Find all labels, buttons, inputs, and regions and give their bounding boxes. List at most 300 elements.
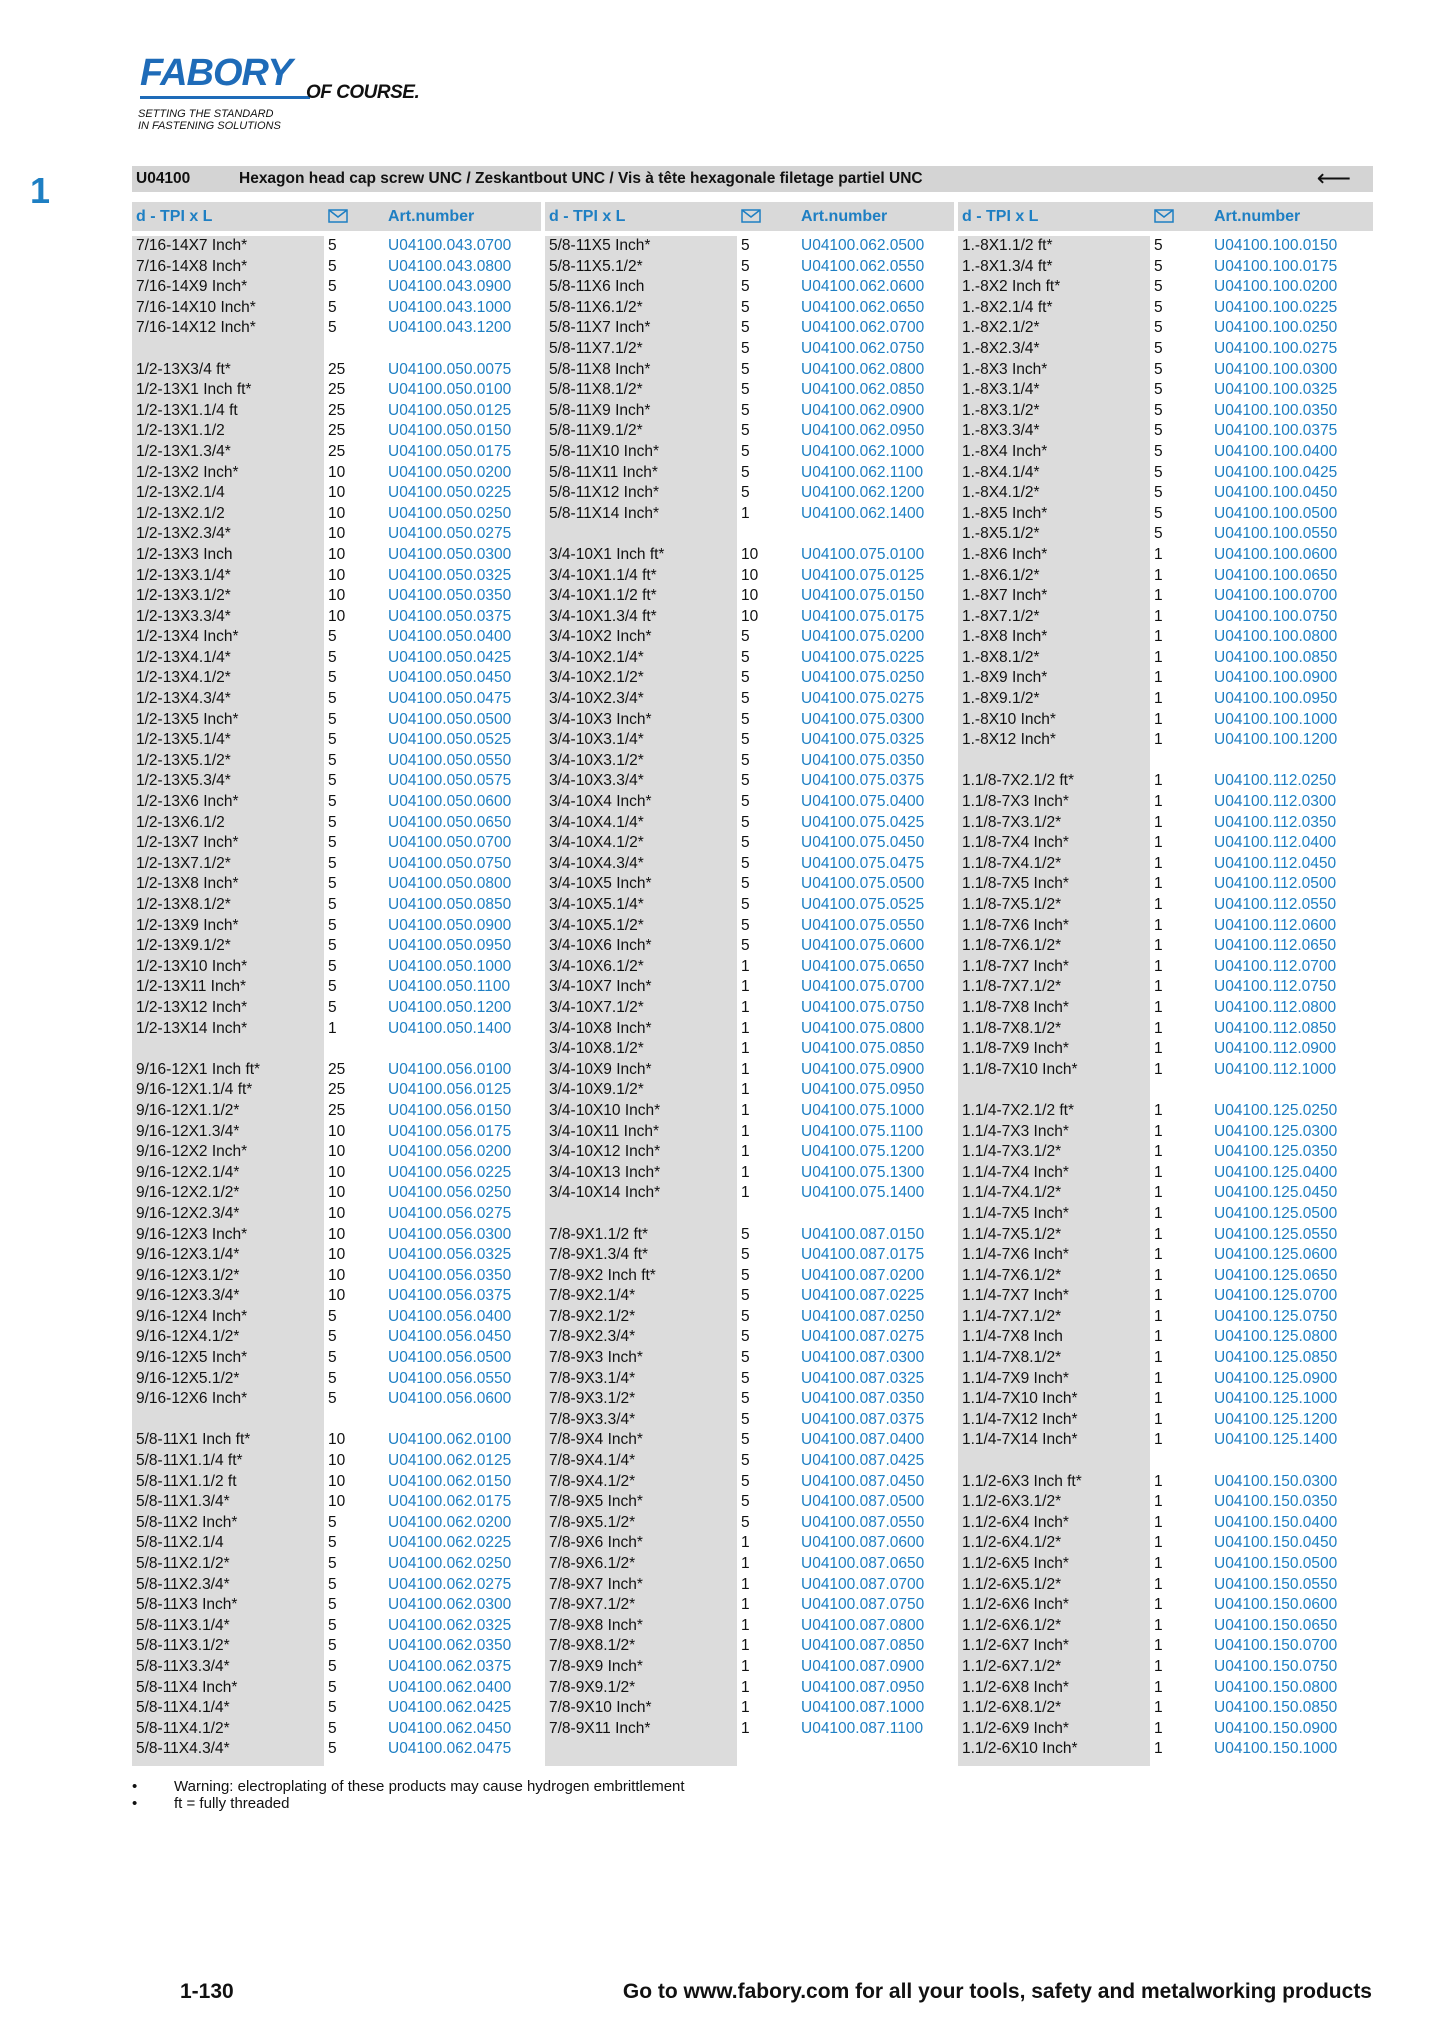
art-number-cell[interactable]: U04100.150.0300 bbox=[1214, 1472, 1338, 1490]
art-number-cell[interactable]: U04100.087.0400 bbox=[801, 1431, 925, 1449]
size-cell: 5/8-11X14 Inch* bbox=[549, 504, 660, 522]
art-number-cell[interactable]: U04100.150.1000 bbox=[1214, 1740, 1338, 1758]
pack-qty-cell: 1 bbox=[1154, 916, 1163, 934]
art-number-cell[interactable]: U04100.075.1100 bbox=[801, 1122, 924, 1140]
art-number-cell[interactable]: U04100.075.0600 bbox=[801, 937, 925, 955]
art-number-cell[interactable]: U04100.050.0575 bbox=[388, 772, 512, 790]
art-number-cell[interactable]: U04100.100.0225 bbox=[1214, 298, 1338, 316]
pack-qty-cell: 5 bbox=[741, 751, 750, 769]
art-number-cell[interactable]: U04100.075.0250 bbox=[801, 669, 925, 687]
size-cell: 5/8-11X2 Inch* bbox=[136, 1513, 238, 1531]
art-number-cell[interactable]: U04100.075.0200 bbox=[801, 628, 925, 646]
art-number-cell[interactable]: U04100.062.1200 bbox=[801, 484, 925, 502]
pack-qty-cell: 5 bbox=[1154, 463, 1163, 481]
pack-qty-cell: 5 bbox=[328, 813, 337, 831]
art-number-cell[interactable]: U04100.056.0450 bbox=[388, 1328, 512, 1346]
art-number-cell[interactable]: U04100.100.0500 bbox=[1214, 504, 1338, 522]
art-number-cell[interactable]: U04100.050.0750 bbox=[388, 854, 512, 872]
art-number-cell[interactable]: U04100.062.0250 bbox=[388, 1555, 512, 1572]
table-row bbox=[132, 1575, 541, 1596]
art-number-cell[interactable]: U04100.050.0250 bbox=[388, 504, 512, 522]
art-number-cell[interactable]: U04100.062.0550 bbox=[801, 257, 925, 275]
table-row bbox=[958, 1019, 1373, 1040]
art-number-cell[interactable]: U04100.050.0550 bbox=[388, 751, 512, 769]
art-number-cell[interactable]: U04100.056.0300 bbox=[388, 1225, 512, 1243]
table-row bbox=[545, 339, 954, 360]
art-number-cell[interactable]: U04100.125.0650 bbox=[1214, 1266, 1338, 1284]
art-number-cell[interactable]: U04100.062.0325 bbox=[388, 1616, 512, 1634]
art-number-cell[interactable]: U04100.062.0375 bbox=[388, 1657, 512, 1675]
art-number-cell[interactable]: U04100.150.0650 bbox=[1214, 1616, 1338, 1634]
art-number-cell[interactable]: U04100.062.0900 bbox=[801, 401, 925, 419]
pack-qty-cell: 5 bbox=[328, 257, 337, 275]
art-number-cell[interactable]: U04100.087.0300 bbox=[801, 1349, 925, 1367]
art-number-cell[interactable]: U04100.087.1100 bbox=[801, 1719, 924, 1737]
size-cell: 1/2-13X6 Inch* bbox=[136, 793, 239, 811]
art-number-cell[interactable]: U04100.050.0525 bbox=[388, 731, 512, 749]
art-number-cell[interactable]: U04100.087.0425 bbox=[801, 1452, 925, 1470]
art-number-cell[interactable]: U04100.050.0950 bbox=[388, 937, 512, 955]
art-number-cell[interactable]: U04100.050.0900 bbox=[388, 916, 512, 934]
art-number-cell[interactable]: U04100.050.0350 bbox=[388, 587, 512, 605]
table-row bbox=[958, 1430, 1373, 1451]
table-row bbox=[545, 1513, 954, 1534]
art-number-cell[interactable]: U04100.050.0450 bbox=[388, 669, 512, 687]
art-number-cell[interactable]: U04100.056.0550 bbox=[388, 1369, 512, 1387]
art-number-cell[interactable]: U04100.062.0300 bbox=[388, 1596, 512, 1614]
art-number-cell[interactable]: U04100.050.0700 bbox=[388, 834, 512, 852]
table-row bbox=[132, 1204, 541, 1225]
art-number-cell[interactable]: U04100.150.0400 bbox=[1214, 1513, 1338, 1531]
art-number-cell[interactable]: U04100.075.0550 bbox=[801, 916, 925, 934]
table-row bbox=[958, 730, 1373, 751]
size-cell: 1/2-13X5.3/4* bbox=[136, 772, 231, 790]
art-number-cell[interactable]: U04100.112.0550 bbox=[1214, 896, 1337, 913]
art-number-cell[interactable]: U04100.062.0150 bbox=[388, 1472, 512, 1490]
art-number-cell[interactable]: U04100.062.0125 bbox=[388, 1452, 512, 1470]
art-number-cell[interactable]: U04100.087.0600 bbox=[801, 1534, 925, 1552]
art-number-cell[interactable]: U04100.087.0225 bbox=[801, 1287, 925, 1305]
table-row bbox=[132, 1410, 541, 1431]
art-number-cell[interactable]: U04100.050.0400 bbox=[388, 628, 512, 646]
art-number-cell[interactable]: U04100.050.0275 bbox=[388, 525, 512, 543]
art-number-cell[interactable]: U04100.100.0750 bbox=[1214, 607, 1338, 625]
art-number-cell[interactable]: U04100.050.0075 bbox=[388, 360, 512, 378]
art-number-cell[interactable]: U04100.075.1200 bbox=[801, 1143, 925, 1161]
art-number-cell[interactable]: U04100.056.0125 bbox=[388, 1081, 512, 1099]
art-number-cell[interactable]: U04100.056.0150 bbox=[388, 1101, 512, 1119]
envelope-icon bbox=[1154, 209, 1174, 223]
art-number-cell[interactable]: U04100.112.0250 bbox=[1214, 772, 1337, 790]
art-number-cell[interactable]: U04100.125.1000 bbox=[1214, 1390, 1338, 1408]
art-number-cell[interactable]: U04100.125.0300 bbox=[1214, 1122, 1338, 1140]
art-number-cell[interactable]: U04100.050.0850 bbox=[388, 896, 512, 913]
size-cell: 7/8-9X4.1/4* bbox=[549, 1452, 636, 1470]
art-number-cell[interactable]: U04100.075.0100 bbox=[801, 545, 925, 563]
table-row bbox=[958, 1348, 1373, 1369]
art-number-cell[interactable]: U04100.112.0500 bbox=[1214, 875, 1337, 893]
art-number-cell[interactable]: U04100.043.0700 bbox=[388, 237, 512, 254]
art-number-cell[interactable]: U04100.125.0550 bbox=[1214, 1225, 1338, 1243]
art-number-cell[interactable]: U04100.075.0950 bbox=[801, 1081, 925, 1099]
logo-slogan: OF COURSE. bbox=[306, 82, 420, 103]
pack-qty-cell: 1 bbox=[1154, 1163, 1163, 1181]
art-number-cell[interactable]: U04100.062.0425 bbox=[388, 1699, 512, 1717]
art-number-cell[interactable]: U04100.125.0350 bbox=[1214, 1143, 1338, 1161]
table-row bbox=[132, 1719, 541, 1740]
art-number-cell[interactable]: U04100.075.0300 bbox=[801, 710, 925, 728]
pack-qty-cell: 5 bbox=[328, 1637, 337, 1655]
pack-qty-cell: 5 bbox=[741, 854, 750, 872]
art-number-cell[interactable]: U04100.100.0450 bbox=[1214, 484, 1338, 502]
size-cell: 1/2-13X9 Inch* bbox=[136, 916, 239, 934]
art-number-cell[interactable]: U04100.062.0500 bbox=[801, 237, 925, 254]
pack-qty-cell: 5 bbox=[328, 1390, 337, 1408]
art-number-cell[interactable]: U04100.125.0450 bbox=[1214, 1184, 1338, 1202]
pack-qty-cell: 5 bbox=[1154, 360, 1163, 378]
art-number-cell[interactable]: U04100.112.0800 bbox=[1214, 998, 1337, 1016]
art-number-cell[interactable]: U04100.050.1100 bbox=[388, 978, 511, 996]
art-number-cell[interactable]: U04100.150.0350 bbox=[1214, 1493, 1338, 1511]
pack-qty-cell: 5 bbox=[741, 896, 750, 913]
art-number-cell[interactable]: U04100.150.0900 bbox=[1214, 1719, 1338, 1737]
art-number-cell[interactable]: U04100.100.0175 bbox=[1214, 257, 1338, 275]
table-row bbox=[545, 1636, 954, 1657]
art-number-cell[interactable]: U04100.062.1400 bbox=[801, 504, 925, 522]
art-number-cell[interactable]: U04100.100.0400 bbox=[1214, 442, 1338, 460]
art-number-cell[interactable]: U04100.125.0700 bbox=[1214, 1287, 1338, 1305]
art-number-cell[interactable]: U04100.087.0200 bbox=[801, 1266, 925, 1284]
art-number-cell[interactable]: U04100.100.0200 bbox=[1214, 278, 1338, 296]
art-number-cell[interactable]: U04100.087.0250 bbox=[801, 1307, 925, 1325]
art-number-cell[interactable]: U04100.056.0250 bbox=[388, 1184, 512, 1202]
art-number-cell[interactable]: U04100.050.0800 bbox=[388, 875, 512, 893]
art-number-cell[interactable]: U04100.100.0600 bbox=[1214, 545, 1338, 563]
back-arrow-icon[interactable]: ⟵ bbox=[1316, 165, 1351, 192]
art-number-cell[interactable]: U04100.087.0325 bbox=[801, 1369, 925, 1387]
art-number-cell[interactable]: U04100.075.1300 bbox=[801, 1163, 925, 1181]
art-number-cell[interactable]: U04100.087.0850 bbox=[801, 1637, 925, 1655]
art-number-cell[interactable]: U04100.100.0650 bbox=[1214, 566, 1338, 584]
art-number-cell[interactable]: U04100.112.0600 bbox=[1214, 916, 1337, 934]
art-number-cell[interactable]: U04100.062.0200 bbox=[388, 1513, 512, 1531]
art-number-cell[interactable]: U04100.075.0125 bbox=[801, 566, 925, 584]
art-number-cell[interactable]: U04100.050.0200 bbox=[388, 463, 512, 481]
art-number-cell[interactable]: U04100.075.0700 bbox=[801, 978, 925, 996]
table-column-1 bbox=[132, 236, 541, 1760]
art-number-cell[interactable]: U04100.125.0850 bbox=[1214, 1349, 1338, 1367]
art-number-cell[interactable]: U04100.062.0950 bbox=[801, 422, 925, 440]
art-number-cell[interactable]: U04100.075.0450 bbox=[801, 834, 925, 852]
art-number-cell[interactable]: U04100.150.0500 bbox=[1214, 1555, 1338, 1572]
size-cell: 1.1/4-7X3 Inch* bbox=[962, 1122, 1069, 1140]
art-number-cell[interactable]: U04100.112.0700 bbox=[1214, 957, 1337, 975]
art-number-cell[interactable]: U04100.112.1000 bbox=[1214, 1060, 1337, 1078]
art-number-cell[interactable]: U04100.050.0650 bbox=[388, 813, 512, 831]
art-number-cell[interactable]: U04100.100.0550 bbox=[1214, 525, 1338, 543]
art-number-cell[interactable]: U04100.087.0150 bbox=[801, 1225, 925, 1243]
size-cell: 1.-8X5.1/2* bbox=[962, 525, 1040, 543]
art-number-cell[interactable]: U04100.087.0900 bbox=[801, 1657, 925, 1675]
footnote-warning: • Warning: electroplating of these products may cause hydrogen embrittlement bbox=[132, 1778, 685, 1795]
art-number-cell[interactable]: U04100.075.0175 bbox=[801, 607, 925, 625]
art-number-cell[interactable]: U04100.087.0450 bbox=[801, 1472, 925, 1490]
pack-qty-cell: 5 bbox=[741, 1513, 750, 1531]
art-number-cell[interactable]: U04100.043.0800 bbox=[388, 257, 512, 275]
pack-qty-cell: 10 bbox=[741, 545, 759, 563]
table-row bbox=[545, 792, 954, 813]
table-row bbox=[958, 524, 1373, 545]
art-number-cell[interactable]: U04100.087.0950 bbox=[801, 1678, 925, 1696]
table-row bbox=[132, 463, 541, 484]
art-number-cell[interactable]: U04100.125.1400 bbox=[1214, 1431, 1338, 1449]
art-number-cell[interactable]: U04100.075.1000 bbox=[801, 1101, 925, 1119]
art-number-cell[interactable]: U04100.087.0275 bbox=[801, 1328, 925, 1346]
art-number-cell[interactable]: U04100.087.0750 bbox=[801, 1596, 925, 1614]
art-number-cell[interactable]: U04100.062.0275 bbox=[388, 1575, 512, 1593]
table-row bbox=[958, 1245, 1373, 1266]
art-number-cell[interactable]: U04100.050.0475 bbox=[388, 690, 512, 708]
size-cell: 1/2-13X9.1/2* bbox=[136, 937, 231, 955]
art-number-cell[interactable]: U04100.050.0225 bbox=[388, 484, 512, 502]
art-number-cell[interactable]: U04100.062.0450 bbox=[388, 1719, 512, 1737]
art-number-cell[interactable]: U04100.112.0850 bbox=[1214, 1019, 1337, 1037]
art-number-cell[interactable]: U04100.062.0650 bbox=[801, 298, 925, 316]
art-number-cell[interactable]: U04100.075.0525 bbox=[801, 896, 925, 913]
table-row bbox=[958, 1719, 1373, 1740]
logo-tagline bbox=[138, 108, 281, 132]
pack-qty-cell: 5 bbox=[741, 1493, 750, 1511]
art-number-cell[interactable]: U04100.056.0175 bbox=[388, 1122, 512, 1140]
table-row bbox=[545, 895, 954, 916]
pack-qty-cell: 5 bbox=[328, 319, 337, 337]
art-number-cell[interactable]: U04100.125.1200 bbox=[1214, 1410, 1338, 1428]
pack-qty-cell: 5 bbox=[328, 772, 337, 790]
art-number-cell[interactable]: U04100.112.0650 bbox=[1214, 937, 1337, 955]
art-number-cell[interactable]: U04100.125.0500 bbox=[1214, 1204, 1338, 1222]
pack-qty-cell: 5 bbox=[741, 690, 750, 708]
art-number-cell[interactable]: U04100.050.0175 bbox=[388, 442, 512, 460]
pack-qty-cell: 5 bbox=[328, 1657, 337, 1675]
art-number-cell[interactable]: U04100.062.1100 bbox=[801, 463, 924, 481]
art-number-cell[interactable]: U04100.150.0600 bbox=[1214, 1596, 1338, 1614]
table-row bbox=[958, 483, 1373, 504]
pack-qty-cell: 5 bbox=[328, 937, 337, 955]
table-row bbox=[132, 1739, 541, 1760]
art-number-cell[interactable]: U04100.112.0900 bbox=[1214, 1040, 1337, 1058]
art-number-cell[interactable]: U04100.056.0325 bbox=[388, 1246, 512, 1264]
art-number-cell[interactable]: U04100.087.0350 bbox=[801, 1390, 925, 1408]
art-number-cell[interactable]: U04100.112.0300 bbox=[1214, 793, 1337, 811]
art-number-cell[interactable]: U04100.087.0650 bbox=[801, 1555, 925, 1572]
table-row bbox=[545, 1245, 954, 1266]
art-number-cell[interactable]: U04100.100.0300 bbox=[1214, 360, 1338, 378]
table-row bbox=[132, 1266, 541, 1287]
size-cell: 1.1/8-7X4.1/2* bbox=[962, 854, 1062, 872]
size-cell: 9/16-12X2.3/4* bbox=[136, 1204, 240, 1222]
art-number-cell[interactable]: U04100.150.0550 bbox=[1214, 1575, 1338, 1593]
art-number-cell[interactable]: U04100.087.1000 bbox=[801, 1699, 925, 1717]
art-number-cell[interactable]: U04100.075.0475 bbox=[801, 854, 925, 872]
table-row bbox=[132, 1327, 541, 1348]
art-number-cell[interactable]: U04100.062.0800 bbox=[801, 360, 925, 378]
size-cell: 1.1/8-7X5 Inch* bbox=[962, 875, 1069, 893]
pack-qty-cell: 1 bbox=[1154, 566, 1163, 584]
size-cell: 1/2-13X3.1/2* bbox=[136, 587, 231, 605]
table-row bbox=[958, 277, 1373, 298]
size-cell: 1.-8X3.3/4* bbox=[962, 422, 1040, 440]
art-number-cell[interactable]: U04100.075.0150 bbox=[801, 587, 925, 605]
art-number-cell[interactable]: U04100.125.0250 bbox=[1214, 1101, 1338, 1119]
art-number-cell[interactable]: U04100.087.0800 bbox=[801, 1616, 925, 1634]
art-number-cell[interactable]: U04100.087.0175 bbox=[801, 1246, 925, 1264]
size-cell: 1.-8X3 Inch* bbox=[962, 360, 1048, 378]
art-number-cell[interactable]: U04100.150.0850 bbox=[1214, 1699, 1338, 1717]
art-number-cell[interactable]: U04100.056.0500 bbox=[388, 1349, 512, 1367]
art-number-cell[interactable]: U04100.050.0300 bbox=[388, 545, 512, 563]
art-number-cell[interactable]: U04100.100.0350 bbox=[1214, 401, 1338, 419]
art-number-cell[interactable]: U04100.125.0750 bbox=[1214, 1307, 1338, 1325]
art-number-cell[interactable]: U04100.100.0150 bbox=[1214, 237, 1338, 254]
art-number-cell[interactable]: U04100.100.0900 bbox=[1214, 669, 1338, 687]
art-number-cell[interactable]: U04100.100.0375 bbox=[1214, 422, 1338, 440]
pack-qty-cell: 5 bbox=[328, 278, 337, 296]
art-number-cell[interactable]: U04100.075.0500 bbox=[801, 875, 925, 893]
art-number-cell[interactable]: U04100.100.0700 bbox=[1214, 587, 1338, 605]
art-number-cell[interactable]: U04100.056.0400 bbox=[388, 1307, 512, 1325]
size-cell: 1.-8X3.1/2* bbox=[962, 401, 1040, 419]
art-number-cell[interactable]: U04100.100.0275 bbox=[1214, 339, 1338, 357]
art-number-cell[interactable]: U04100.087.0500 bbox=[801, 1493, 925, 1511]
pack-qty-cell: 1 bbox=[1154, 1637, 1163, 1655]
art-number-cell[interactable]: U04100.125.0400 bbox=[1214, 1163, 1338, 1181]
size-cell: 7/8-9X7 Inch* bbox=[549, 1575, 643, 1593]
art-number-cell[interactable]: U04100.075.0350 bbox=[801, 751, 925, 769]
size-cell: 9/16-12X3.1/2* bbox=[136, 1266, 240, 1284]
art-number-cell[interactable]: U04100.075.0425 bbox=[801, 813, 925, 831]
art-number-cell[interactable]: U04100.050.0325 bbox=[388, 566, 512, 584]
art-number-cell[interactable]: U04100.062.0400 bbox=[388, 1678, 512, 1696]
art-number-cell[interactable]: U04100.125.0800 bbox=[1214, 1328, 1338, 1346]
art-number-cell[interactable]: U04100.150.0450 bbox=[1214, 1534, 1338, 1552]
art-number-cell[interactable]: U04100.087.0375 bbox=[801, 1410, 925, 1428]
art-number-cell[interactable]: U04100.100.0950 bbox=[1214, 690, 1338, 708]
art-number-cell[interactable]: U04100.075.0275 bbox=[801, 690, 925, 708]
art-number-cell[interactable]: U04100.062.1000 bbox=[801, 442, 925, 460]
art-number-cell[interactable]: U04100.125.0600 bbox=[1214, 1246, 1338, 1264]
art-number-cell[interactable]: U04100.150.0700 bbox=[1214, 1637, 1338, 1655]
art-number-cell[interactable]: U04100.112.0750 bbox=[1214, 978, 1337, 996]
size-cell: 5/8-11X6.1/2* bbox=[549, 298, 643, 316]
art-number-cell[interactable]: U04100.100.0850 bbox=[1214, 648, 1338, 666]
art-number-cell[interactable]: U04100.075.0900 bbox=[801, 1060, 925, 1078]
art-number-cell[interactable]: U04100.050.0125 bbox=[388, 401, 512, 419]
art-number-cell[interactable]: U04100.075.0650 bbox=[801, 957, 925, 975]
art-number-cell[interactable]: U04100.050.0375 bbox=[388, 607, 512, 625]
art-number-cell[interactable]: U04100.062.0100 bbox=[388, 1431, 512, 1449]
pack-qty-cell: 5 bbox=[1154, 298, 1163, 316]
art-number-cell[interactable]: U04100.056.0350 bbox=[388, 1266, 512, 1284]
art-number-cell[interactable]: U04100.062.0700 bbox=[801, 319, 925, 337]
art-number-cell[interactable]: U04100.043.1000 bbox=[388, 298, 512, 316]
art-number-cell[interactable]: U04100.062.0475 bbox=[388, 1740, 512, 1758]
art-number-cell[interactable]: U04100.050.0425 bbox=[388, 648, 512, 666]
art-number-cell[interactable]: U04100.050.0100 bbox=[388, 381, 512, 399]
art-number-cell[interactable]: U04100.062.0750 bbox=[801, 339, 925, 357]
art-number-cell[interactable]: U04100.112.0450 bbox=[1214, 854, 1337, 872]
art-number-cell[interactable]: U04100.050.0600 bbox=[388, 793, 512, 811]
table-row bbox=[132, 792, 541, 813]
footnote-ft: • ft = fully threaded bbox=[132, 1795, 685, 1812]
art-number-cell[interactable]: U04100.087.0550 bbox=[801, 1513, 925, 1531]
art-number-cell[interactable]: U04100.125.0900 bbox=[1214, 1369, 1338, 1387]
art-number-cell[interactable]: U04100.043.1200 bbox=[388, 319, 512, 337]
art-number-cell[interactable]: U04100.112.0350 bbox=[1214, 813, 1337, 831]
table-row bbox=[545, 1163, 954, 1184]
size-cell: 7/16-14X7 Inch* bbox=[136, 237, 248, 254]
art-number-cell[interactable]: U04100.075.0850 bbox=[801, 1040, 925, 1058]
art-number-cell[interactable]: U04100.062.0350 bbox=[388, 1637, 512, 1655]
art-number-cell[interactable]: U04100.050.1200 bbox=[388, 998, 512, 1016]
pack-qty-cell: 5 bbox=[741, 257, 750, 275]
art-number-cell[interactable]: U04100.075.0400 bbox=[801, 793, 925, 811]
art-number-cell[interactable]: U04100.075.0750 bbox=[801, 998, 925, 1016]
art-number-cell[interactable]: U04100.062.0600 bbox=[801, 278, 925, 296]
art-number-cell[interactable]: U04100.100.1000 bbox=[1214, 710, 1338, 728]
art-number-cell[interactable]: U04100.075.0375 bbox=[801, 772, 925, 790]
pack-qty-cell: 1 bbox=[1154, 1719, 1163, 1737]
pack-qty-cell: 1 bbox=[1154, 1307, 1163, 1325]
table-row bbox=[958, 566, 1373, 587]
art-number-cell[interactable]: U04100.056.0225 bbox=[388, 1163, 512, 1181]
art-number-cell[interactable]: U04100.150.0800 bbox=[1214, 1678, 1338, 1696]
art-number-cell[interactable]: U04100.062.0850 bbox=[801, 381, 925, 399]
size-cell: 5/8-11X3.3/4* bbox=[136, 1657, 230, 1675]
pack-qty-cell: 1 bbox=[328, 1019, 337, 1037]
art-number-cell[interactable]: U04100.112.0400 bbox=[1214, 834, 1337, 852]
table-row bbox=[132, 1472, 541, 1493]
art-number-cell[interactable]: U04100.050.0150 bbox=[388, 422, 512, 440]
art-number-cell[interactable]: U04100.056.0375 bbox=[388, 1287, 512, 1305]
art-number-cell[interactable]: U04100.100.0325 bbox=[1214, 381, 1338, 399]
art-number-cell[interactable]: U04100.100.0800 bbox=[1214, 628, 1338, 646]
table-row bbox=[958, 977, 1373, 998]
art-number-cell[interactable]: U04100.062.0225 bbox=[388, 1534, 512, 1552]
art-number-cell[interactable]: U04100.075.0325 bbox=[801, 731, 925, 749]
pack-qty-cell: 5 bbox=[741, 1307, 750, 1325]
art-number-cell[interactable]: U04100.100.0250 bbox=[1214, 319, 1338, 337]
art-number-cell[interactable]: U04100.062.0175 bbox=[388, 1493, 512, 1511]
art-number-cell[interactable]: U04100.056.0200 bbox=[388, 1143, 512, 1161]
art-number-cell[interactable]: U04100.043.0900 bbox=[388, 278, 512, 296]
art-number-cell[interactable]: U04100.056.0275 bbox=[388, 1204, 512, 1222]
art-number-cell[interactable]: U04100.075.1400 bbox=[801, 1184, 925, 1202]
art-number-cell[interactable]: U04100.050.1400 bbox=[388, 1019, 512, 1037]
art-number-cell[interactable]: U04100.075.0225 bbox=[801, 648, 925, 666]
art-number-cell[interactable]: U04100.075.0800 bbox=[801, 1019, 925, 1037]
art-number-cell[interactable]: U04100.100.0425 bbox=[1214, 463, 1338, 481]
art-number-cell[interactable]: U04100.056.0100 bbox=[388, 1060, 512, 1078]
table-row bbox=[958, 463, 1373, 484]
art-number-cell[interactable]: U04100.087.0700 bbox=[801, 1575, 925, 1593]
art-number-cell[interactable]: U04100.150.0750 bbox=[1214, 1657, 1338, 1675]
art-number-cell[interactable]: U04100.056.0600 bbox=[388, 1390, 512, 1408]
art-number-cell[interactable]: U04100.100.1200 bbox=[1214, 731, 1338, 749]
pack-qty-cell: 1 bbox=[1154, 937, 1163, 955]
art-number-cell[interactable]: U04100.050.1000 bbox=[388, 957, 512, 975]
table-row bbox=[958, 1369, 1373, 1390]
art-number-cell[interactable]: U04100.050.0500 bbox=[388, 710, 512, 728]
